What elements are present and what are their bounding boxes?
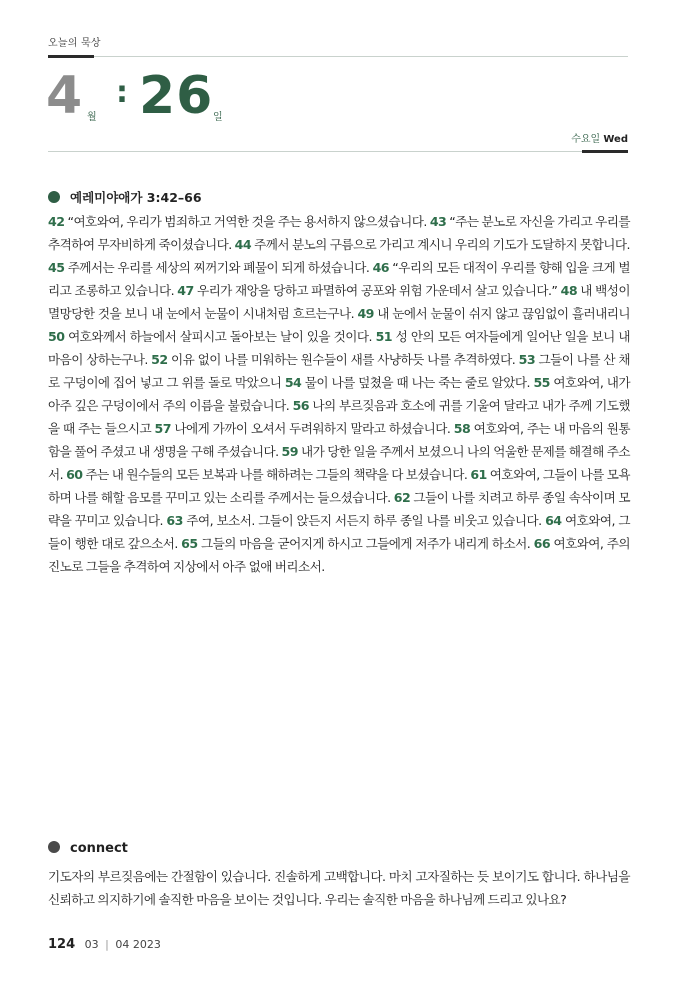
verse-text: 여호와께서 하늘에서 살피시고 돌아보는 날이 있을 것이다. xyxy=(68,329,376,344)
verse-number: 43 xyxy=(429,214,447,229)
reference-text: 예레미야애가 3:42–66 xyxy=(70,190,202,205)
verse-text: 그들의 마음을 굳어지게 하시고 그들에게 저주가 내리게 하소서. xyxy=(201,536,534,551)
verse-number: 51 xyxy=(375,329,392,344)
verse-text: “주는 분노로 자신을 가리고 우리를 추격하여 무자비하게 죽이셨습니다. xyxy=(48,214,630,252)
verse-text: 성 안의 모든 여자들에게 일어난 일을 보니 내 마음이 상하는구나. xyxy=(48,329,630,367)
verse-text: 그들이 나를 치려고 하루 종일 속삭이며 모략을 꾸미고 있습니다. xyxy=(48,490,630,528)
verse-text: 여호와여, 그들이 나를 모욕하며 나를 해할 음모를 꾸미고 있는 소리를 주께서는 들으셨습니다. xyxy=(48,467,630,505)
verse-text: 여호와여, 주의 진노로 그들을 추격하여 지상에서 아주 없애 버리소서. xyxy=(48,536,630,574)
verse-text: 내 백성이 멸망당한 것을 보니 내 눈에서 눈물이 시내처럼 흐르는구나. xyxy=(48,283,630,321)
verse-number: 49 xyxy=(357,306,374,321)
verse-number: 62 xyxy=(393,490,411,505)
day-unit: 일 xyxy=(213,112,223,123)
issue-month-a: 03 xyxy=(84,938,99,951)
verse-number: 46 xyxy=(372,260,390,275)
verse-number: 64 xyxy=(545,513,562,528)
scripture-reference xyxy=(48,188,202,206)
top-rule xyxy=(94,56,628,57)
verse-number: 54 xyxy=(284,375,302,390)
bullet-dot-icon xyxy=(48,841,60,853)
month-unit: 월 xyxy=(87,112,97,123)
verse-number: 59 xyxy=(281,444,298,459)
weekday-label xyxy=(571,130,628,145)
verse-number: 63 xyxy=(166,513,183,528)
verse-number: 44 xyxy=(234,237,252,252)
verse-text: 주는 내 원수들의 모든 보복과 나를 해하려는 그들의 책략을 다 보셨습니다. xyxy=(85,467,471,482)
verse-text: 주여, 보소서. 그들이 앉든지 서든지 하루 종일 나를 비웃고 있습니다. xyxy=(186,513,546,528)
series-title: 오늘의 묵상 xyxy=(48,38,101,49)
scripture-text xyxy=(48,210,630,578)
month-number: 4 xyxy=(46,66,83,126)
verse-text: 물이 나를 덮쳤을 때 나는 죽는 줄로 알았다. xyxy=(304,375,534,390)
verse-text: 나의 부르짖음과 호소에 귀를 기울여 달라고 내가 주께 기도했을 때 주는 들으시고 xyxy=(48,398,630,436)
verse-number: 58 xyxy=(453,421,471,436)
verse-text: 여호와여, 내가 아주 깊은 구덩이에서 주의 이름을 불렀습니다. xyxy=(48,375,630,413)
page-footer xyxy=(48,937,161,952)
verse-text: 나에게 가까이 오셔서 두려워하지 말라고 하셨습니다. xyxy=(174,421,454,436)
verse-text: 우리가 재앙을 당하고 파멸하여 공포와 위험 가운데서 살고 있습니다.” xyxy=(196,283,561,298)
connect-heading-text: connect xyxy=(70,841,128,856)
verse-text: 내가 당한 일을 주께서 보셨으니 나의 억울한 문제를 해결해 주소서. xyxy=(48,444,630,482)
verse-number: 48 xyxy=(560,283,578,298)
verse-number: 55 xyxy=(533,375,550,390)
verse-number: 66 xyxy=(533,536,551,551)
verse-text: “여호와여, 우리가 범죄하고 거역한 것을 주는 용서하지 않으셨습니다. xyxy=(67,214,430,229)
verse-number: 50 xyxy=(48,329,65,344)
verse-number: 45 xyxy=(48,260,65,275)
verse-text: 그들이 나를 산 채로 구덩이에 집어 넣고 그 위를 돌로 막았으니 xyxy=(48,352,630,390)
verse-text: 여호와여, 그들이 행한 대로 갚으소서. xyxy=(48,513,630,551)
verse-text: 내 눈에서 눈물이 쉬지 않고 끊임없이 흘러내리니 xyxy=(377,306,630,321)
verse-number: 65 xyxy=(181,536,198,551)
day-number: 26 xyxy=(139,66,214,126)
verse-number: 52 xyxy=(151,352,168,367)
weekday-english: Wed xyxy=(603,134,628,145)
verse-number: 47 xyxy=(177,283,194,298)
verse-number: 61 xyxy=(470,467,487,482)
issue-separator: | xyxy=(105,938,109,951)
issue-month-b: 04 xyxy=(115,938,130,951)
issue-year: 2023 xyxy=(132,938,161,951)
verse-number: 60 xyxy=(66,467,83,482)
weekday-korean: 수요일 xyxy=(571,134,601,145)
bullet-dot-icon xyxy=(48,191,60,203)
top-rule-accent xyxy=(48,55,94,58)
page-number: 124 xyxy=(48,937,76,952)
verse-number: 56 xyxy=(292,398,309,413)
connect-text: 기도자의 부르짖음에는 간절함이 있습니다. 진솔하게 고백합니다. 마치 고자질하는 듯 보이기도 합니다. 하나님을 신뢰하고 의지하기에 솔직한 마음을 보이는 것입니다. 우리는 솔직한 마음을 하나님께 드리고 있나요? xyxy=(48,869,630,907)
verse-number: 42 xyxy=(48,214,65,229)
mid-rule-accent xyxy=(582,150,628,153)
verse-number: 53 xyxy=(518,352,536,367)
verse-text: 주께서는 우리를 세상의 찌꺼기와 폐물이 되게 하셨습니다. xyxy=(67,260,373,275)
verse-text: 주께서 분노의 구름으로 가리고 계시니 우리의 기도가 도달하지 못합니다. xyxy=(254,237,630,252)
verse-text: “우리의 모든 대적이 우리를 향해 입을 크게 벌리고 조롱하고 있습니다. xyxy=(48,260,630,298)
connect-heading xyxy=(48,841,128,856)
mid-rule xyxy=(48,151,582,152)
date-colon: : xyxy=(116,75,128,110)
verse-number: 57 xyxy=(154,421,171,436)
verse-text: 이유 없이 나를 미워하는 원수들이 새를 사냥하듯 나를 추격하였다. xyxy=(171,352,519,367)
verse-text: 여호와여, 주는 내 마음의 원통함을 풀어 주셨고 내 생명을 구해 주셨습니다. xyxy=(48,421,630,459)
